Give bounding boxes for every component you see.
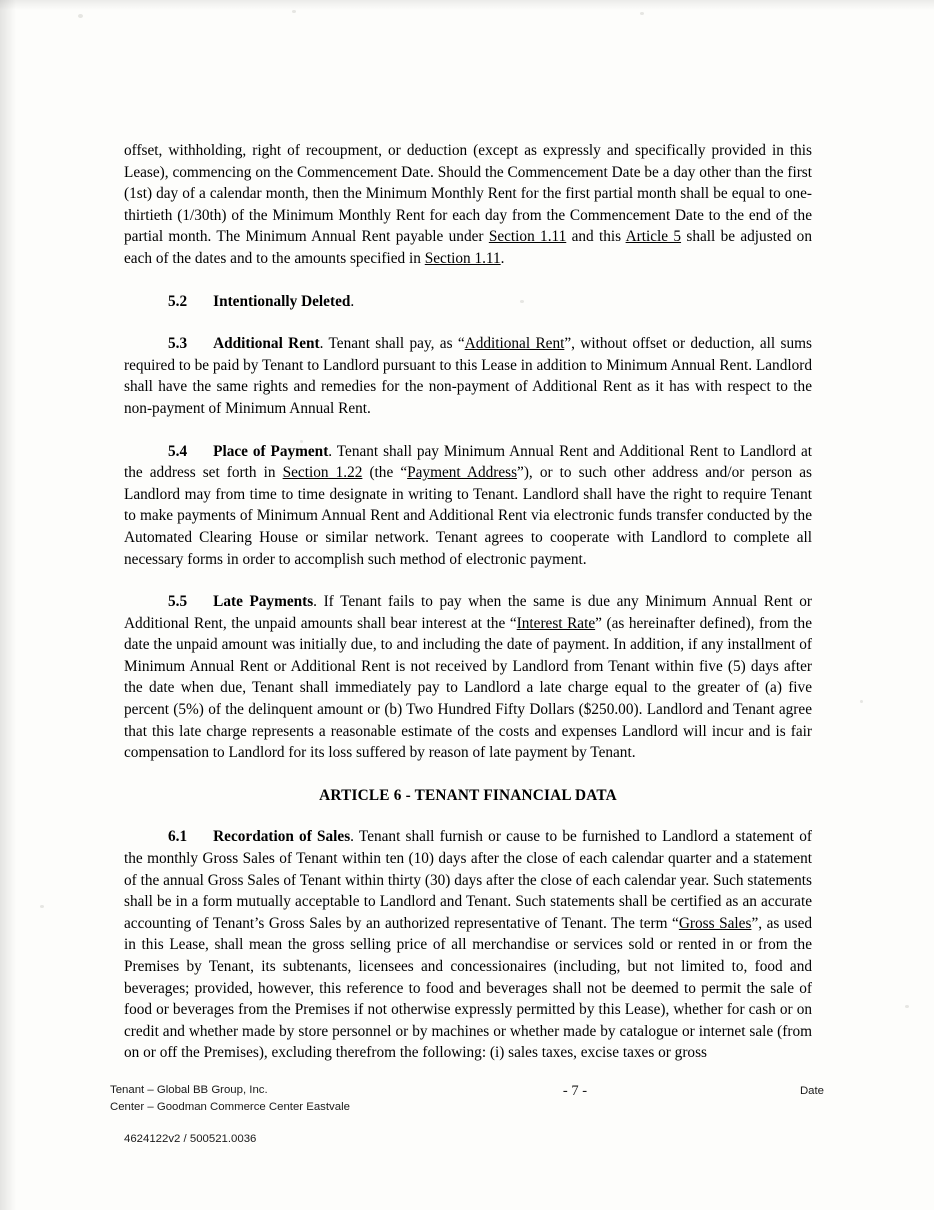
paragraph-continued bbox=[124, 140, 812, 270]
footer-page-number: - 7 - bbox=[562, 1083, 588, 1099]
footer-left-block bbox=[110, 1082, 350, 1115]
section-5-3-text-part1: . Tenant shall pay, as “ bbox=[319, 335, 465, 353]
term-payment-address: Payment Address bbox=[407, 464, 518, 482]
footer-date-label: Date bbox=[799, 1085, 824, 1097]
ref-section-1-11-b[interactable]: Section 1.11 bbox=[424, 249, 501, 267]
section-5-2-heading: Intentionally Deleted bbox=[213, 292, 351, 310]
section-5-4-text-part1: . Tenant shall pay Minimum Annual Rent and Additional Rent to Landlord at the address set forth in bbox=[124, 442, 812, 482]
footer-document-id: 4624122v2 / 500521.0036 bbox=[124, 1133, 257, 1145]
paragraph-continued-text-part4: . bbox=[500, 249, 505, 267]
section-5-5-heading: Late Payments bbox=[213, 593, 314, 611]
section-5-3 bbox=[124, 333, 812, 419]
section-5-5-number: 5.5 bbox=[168, 593, 188, 611]
page-edge-shadow-left bbox=[0, 0, 16, 1210]
page-edge-shadow-top bbox=[0, 0, 934, 10]
document-body bbox=[124, 140, 812, 1064]
paragraph-continued-text-part3: shall be adjusted on each of the dates and to the amounts specified in bbox=[124, 228, 812, 267]
ref-article-5[interactable]: Article 5 bbox=[625, 228, 682, 246]
page-footer bbox=[110, 1082, 824, 1115]
article-6-heading: ARTICLE 6 - TENANT FINANCIAL DATA bbox=[319, 786, 617, 804]
section-5-5 bbox=[124, 591, 812, 764]
section-5-4-number: 5.4 bbox=[168, 442, 188, 460]
section-6-1-number: 6.1 bbox=[168, 828, 188, 846]
section-5-3-text-part2: ”, without offset or deduction, all sums required to be paid by Tenant to Landlord pursuant to this Lease in addition to Minimum Annual Rent. Landlord shall have the same rights and remedies for the non-payment of Additional Rent as it has with respect to the non-payment of Minimum Annual Rent. bbox=[124, 335, 812, 417]
paragraph-continued-text-part2: and this bbox=[566, 228, 626, 246]
term-interest-rate: Interest Rate bbox=[516, 614, 596, 632]
section-5-3-number: 5.3 bbox=[168, 335, 188, 353]
section-5-4-text-part3: ”), or to such other address and/or person as Landlord may from time to time designate in writing to Tenant. Landlord shall have the right to require Tenant to make payments of Minimum Annual Rent and Additional Rent via electronic funds transfer conducted by the Automated Clearing House or similar network. Tenant agrees to cooperate with Landlord to complete all necessary forms in order to accomplish such method of electronic payment. bbox=[124, 464, 813, 568]
footer-tenant-line: Tenant – Global BB Group, Inc. bbox=[110, 1084, 268, 1096]
section-5-4-heading: Place of Payment bbox=[213, 442, 329, 460]
footer-center-line: Center – Goodman Commerce Center Eastvale bbox=[110, 1100, 350, 1113]
ref-section-1-11-a[interactable]: Section 1.11 bbox=[488, 228, 567, 246]
section-5-2-number: 5.2 bbox=[168, 292, 188, 310]
term-additional-rent: Additional Rent bbox=[464, 335, 565, 353]
ref-section-1-22[interactable]: Section 1.22 bbox=[282, 464, 363, 482]
section-6-1-text-part1: . Tenant shall furnish or cause to be furnished to Landlord a statement of the monthly Gross Sales of Tenant within ten (10) days after the close of each calendar quarter and a statement of the annual Gross Sales of Tenant within thirty (30) days after the close of each calendar year. Such statements shall be in a form mutually acceptable to Landlord and Tenant. Such statements shall be certified as an accurate accounting of Tenant’s Gross Sales by an authorized representative of Tenant. The term “ bbox=[124, 828, 812, 932]
section-5-5-text-part2: ” (as hereinafter defined), from the date the unpaid amount was initially due, to and including the date of payment. In addition, if any installment of Minimum Annual Rent or Additional Rent is not received by Landlord from Tenant within five (5) days after the date when due, Tenant shall immediately pay to Landlord a late charge equal to the greater of (a) five percent (5%) of the delinquent amount or (b) Two Hundred Fifty Dollars ($250.00). Landlord and Tenant agree that this late charge represents a reasonable estimate of the costs and expenses Landlord will incur and is fair compensation to Landlord for its loss suffered by reason of late payment by Tenant. bbox=[124, 614, 812, 762]
section-6-1-heading: Recordation of Sales bbox=[213, 828, 351, 846]
term-gross-sales: Gross Sales bbox=[678, 914, 752, 932]
section-6-1-text-part2: ”, as used in this Lease, shall mean the gross selling price of all merchandise or services sold or rented in or from the Premises by Tenant, its subtenants, licensees and concessionaires (including, but not limited to, food and beverages; provided, however, this reference to food and beverages shall not be deemed to permit the sale of food or beverages from the Premises if not otherwise expressly permitted by this Lease), whether for cash or on credit and whether made by store personnel or by machines or whether made by catalogue or internet sale (from on or off the Premises), excluding therefrom the following: (i) sales taxes, excise taxes or gross bbox=[124, 914, 813, 1062]
section-5-4-text-part2: (the “ bbox=[362, 464, 408, 482]
section-5-2-text: . bbox=[350, 292, 355, 310]
section-6-1 bbox=[124, 826, 812, 1064]
section-5-3-heading: Additional Rent bbox=[213, 335, 320, 353]
section-5-4 bbox=[124, 441, 812, 571]
section-5-2 bbox=[124, 291, 812, 313]
section-5-5-text-part1: . If Tenant fails to pay when the same is due any Minimum Annual Rent or Additional Rent, the unpaid amounts shall bear interest at the “ bbox=[124, 593, 812, 632]
paragraph-continued-text-part1: offset, withholding, right of recoupment, or deduction (except as expressly and specifically provided in this Lease), commencing on the Commencement Date. Should the Commencement Date be a day other than the first (1st) day of a calendar month, then the Minimum Monthly Rent for the first partial month shall be equal to one-thirtieth (1/30th) of the Minimum Monthly Rent for each day from the Commencement Date to the end of the partial month. The Minimum Annual Rent payable under bbox=[124, 142, 812, 246]
